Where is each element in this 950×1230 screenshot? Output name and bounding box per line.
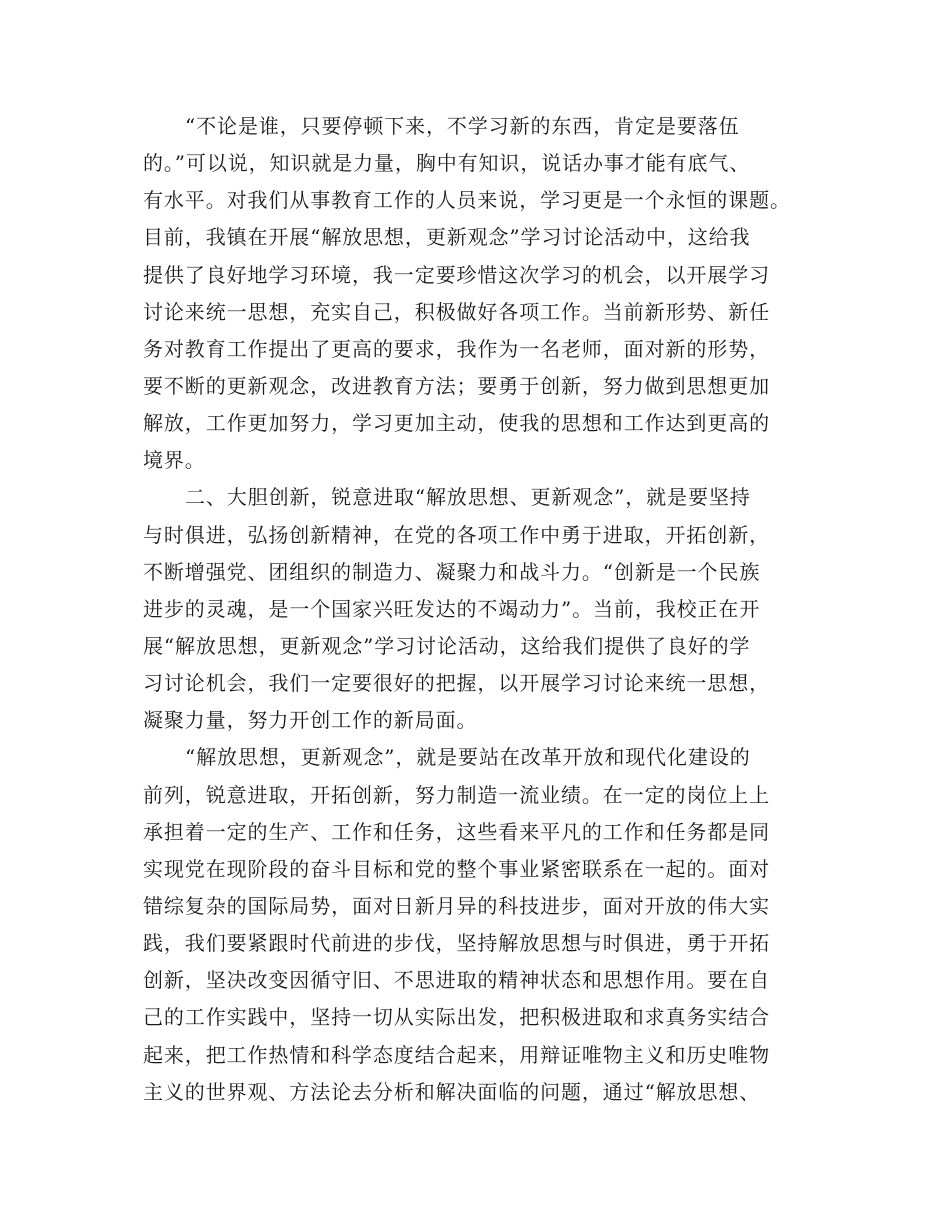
text-line: “解放思想，更新观念”，就是要站在改革开放和现代化建设的 [185, 745, 751, 770]
text-line: 境界。 [143, 448, 206, 473]
document-body [143, 108, 808, 1111]
text-line: 目前，我镇在开展“解放思想，更新观念”学习讨论活动中，这给我 [143, 225, 751, 250]
text-line: 起来，把工作热情和科学态度结合起来，用辩证唯物主义和历史唯物 [143, 1042, 770, 1067]
text-line: 有水平。对我们从事教育工作的人员来说，学习更是一个永恒的课题。 [143, 188, 791, 213]
text-line: 提供了良好地学习环境，我一定要珍惜这次学习的机会，以开展学习 [143, 262, 770, 287]
text-line: 实现党在现阶段的奋斗目标和党的整个事业紧密联系在一起的。面对 [143, 856, 770, 881]
text-line: 创新，坚决改变因循守旧、不思进取的精神状态和思想作用。要在自 [143, 968, 770, 993]
text-line: 的。”可以说，知识就是力量，胸中有知识，说话办事才能有底气、 [143, 151, 751, 176]
text-line: 讨论来统一思想，充实自己，积极做好各项工作。当前新形势、新任 [143, 299, 770, 324]
text-line: 凝聚力量，努力开创工作的新局面。 [143, 708, 478, 733]
text-line: 践，我们要紧跟时代前进的步伐，坚持解放思想与时俱进，勇于开拓 [143, 931, 770, 956]
text-line: “不论是谁，只要停顿下来，不学习新的东西，肯定是要落伍 [185, 114, 740, 138]
text-line: 展“解放思想，更新观念”学习讨论活动，这给我们提供了良好的学 [143, 633, 751, 658]
text-line: 承担着一定的生产、工作和任务，这些看来平凡的工作和任务都是同 [143, 819, 770, 844]
text-line: 要不断的更新观念，改进教育方法；要勇于创新，努力做到思想更加 [143, 373, 770, 398]
text-line: 习讨论机会，我们一定要很好的把握，以开展学习讨论来统一思想， [143, 671, 770, 696]
text-line: 不断增强党、团组织的制造力、凝聚力和战斗力。“创新是一个民族 [143, 559, 761, 584]
text-line: 解放，工作更加努力，学习更加主动，使我的思想和工作达到更高的 [143, 411, 770, 436]
text-line: 错综复杂的国际局势，面对日新月异的科技进步，面对开放的伟大实 [143, 893, 770, 918]
text-line: 务对教育工作提出了更高的要求，我作为一名老师，面对新的形势， [143, 336, 770, 361]
text-line: 进步的灵魂，是一个国家兴旺发达的不竭动力”。当前，我校正在开 [143, 596, 761, 621]
text-line: 与时俱进，弘扬创新精神，在党的各项工作中勇于进取，开拓创新， [143, 522, 770, 547]
text-line: 己的工作实践中，坚持一切从实际出发，把积极进取和求真务实结合 [143, 1005, 770, 1030]
text-line: 前列，锐意进取，开拓创新，努力制造一流业绩。在一定的岗位上上 [143, 782, 770, 807]
text-line: 二、大胆创新，锐意进取“解放思想、更新观念”，就是要坚持 [185, 485, 751, 510]
text-line: 主义的世界观、方法论去分析和解决面临的问题，通过“解放思想、 [143, 1079, 761, 1104]
